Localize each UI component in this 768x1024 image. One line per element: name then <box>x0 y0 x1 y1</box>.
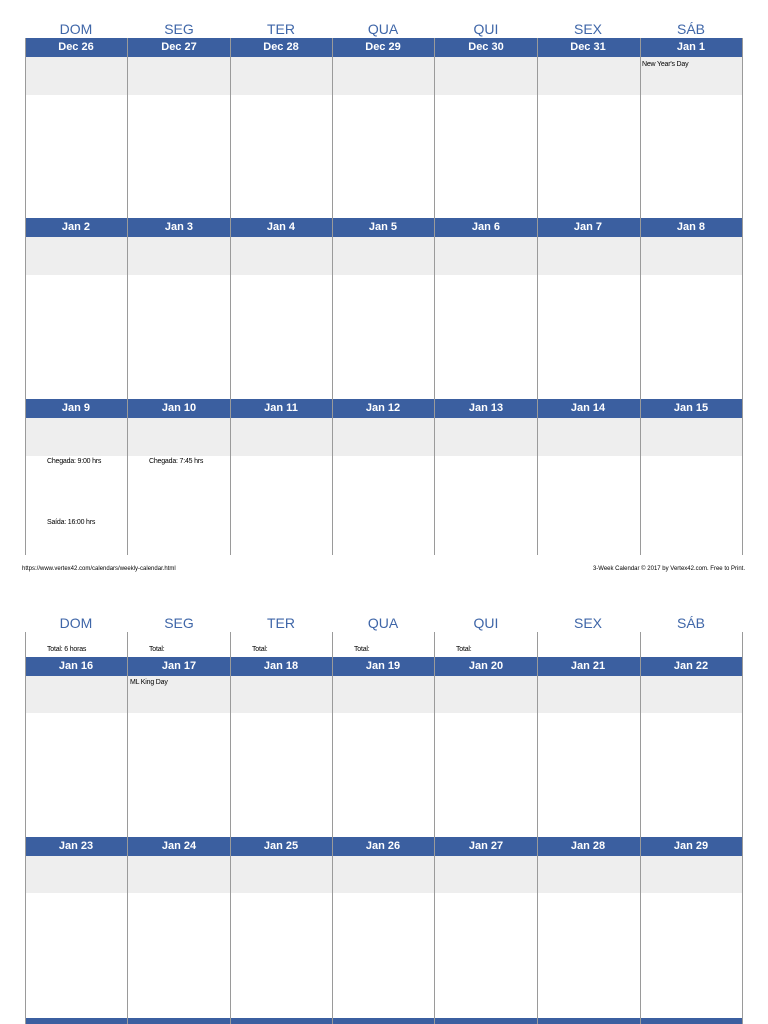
footer-copyright: 3-Week Calendar © 2017 by Vertex42.com. Free to Print. <box>592 566 745 572</box>
date-cell: Jan 23 <box>58 840 94 852</box>
date-cell: Dec 30 <box>468 41 504 53</box>
holiday-ml-king-day: ML King Day <box>130 679 168 686</box>
grid-line <box>230 38 231 555</box>
date-cell: Jan 21 <box>570 660 606 672</box>
grid-line <box>742 38 743 555</box>
date-cell: Jan 18 <box>263 660 299 672</box>
date-cell: Jan 22 <box>673 660 709 672</box>
date-cell: Jan 5 <box>368 221 398 233</box>
grid-line <box>127 38 128 555</box>
date-cell: Jan 24 <box>161 840 197 852</box>
note-jan10-arrival: Chegada: 7:45 hrs <box>149 458 204 465</box>
day-name-dom: DOM <box>59 615 93 631</box>
date-cell: Jan 12 <box>365 402 401 414</box>
total-cell: Total: <box>252 646 268 653</box>
date-cell: Jan 25 <box>263 840 299 852</box>
week-2-shaded-row <box>25 237 742 275</box>
day-name-sex: SEX <box>573 21 602 37</box>
date-cell: Jan 15 <box>673 402 709 414</box>
total-cell: Total: <box>456 646 472 653</box>
day-name-sex: SEX <box>573 615 602 631</box>
day-name-sab: SÁB <box>676 21 705 37</box>
grid-line <box>25 38 26 555</box>
grid-line <box>640 632 641 1024</box>
date-cell: Dec 31 <box>570 41 606 53</box>
date-cell: Jan 27 <box>468 840 504 852</box>
week-4-date-bar <box>25 657 742 676</box>
week-3-shaded-row <box>25 418 742 456</box>
date-cell: Jan 14 <box>570 402 606 414</box>
day-name-ter: TER <box>267 21 295 37</box>
note-jan9-arrival: Chegada: 9:00 hrs <box>47 458 102 465</box>
date-cell: Jan 28 <box>570 840 606 852</box>
grid-line <box>25 632 26 1024</box>
date-cell: Dec 28 <box>263 41 299 53</box>
grid-line <box>434 632 435 1024</box>
total-cell: Total: <box>149 646 165 653</box>
date-cell: Jan 10 <box>161 402 197 414</box>
date-cell: Jan 6 <box>471 221 501 233</box>
week-1-date-bar <box>25 38 742 57</box>
date-cell: Jan 9 <box>61 402 91 414</box>
grid-line <box>127 632 128 1024</box>
total-cell: Total: <box>354 646 370 653</box>
date-cell: Jan 16 <box>58 660 94 672</box>
day-name-qua: QUA <box>367 21 399 37</box>
day-name-qua: QUA <box>367 615 399 631</box>
week-3-date-bar <box>25 399 742 418</box>
grid-line <box>230 632 231 1024</box>
date-cell: Jan 3 <box>164 221 194 233</box>
grid-line <box>640 38 641 555</box>
week-5-shaded-row <box>25 856 742 893</box>
date-cell: Jan 4 <box>266 221 296 233</box>
date-cell: Jan 17 <box>161 660 197 672</box>
grid-line <box>332 632 333 1024</box>
date-cell: Jan 20 <box>468 660 504 672</box>
week-5-date-bar <box>25 837 742 856</box>
footer-url[interactable]: https://www.vertex42.com/calendars/weekly-calendar.html <box>22 566 176 572</box>
date-cell: Jan 7 <box>573 221 603 233</box>
day-name-qui: QUI <box>473 21 499 37</box>
week-2-date-bar <box>25 218 742 237</box>
grid-line <box>537 38 538 555</box>
date-cell: Dec 29 <box>365 41 401 53</box>
date-cell: Jan 26 <box>365 840 401 852</box>
day-name-seg: SEG <box>164 21 194 37</box>
day-name-sab: SÁB <box>676 615 705 631</box>
day-name-qui: QUI <box>473 615 499 631</box>
date-cell: Dec 27 <box>161 41 197 53</box>
week-1-shaded-row <box>25 57 742 95</box>
grid-line <box>742 632 743 1024</box>
date-cell: Jan 13 <box>468 402 504 414</box>
total-cell: Total: 6 horas <box>47 646 87 653</box>
holiday-new-years-day: New Year's Day <box>642 61 689 68</box>
day-name-ter: TER <box>267 615 295 631</box>
week-6-date-bar-partial <box>25 1018 742 1024</box>
date-cell: Jan 29 <box>673 840 709 852</box>
date-cell: Jan 8 <box>676 221 706 233</box>
day-name-dom: DOM <box>59 21 93 37</box>
date-cell: Jan 2 <box>61 221 91 233</box>
date-cell: Jan 1 <box>676 41 706 53</box>
date-cell: Dec 26 <box>58 41 94 53</box>
grid-line <box>537 632 538 1024</box>
grid-line <box>434 38 435 555</box>
date-cell: Jan 11 <box>264 402 298 414</box>
note-jan9-departure: Saída: 16:00 hrs <box>47 519 96 526</box>
grid-line <box>332 38 333 555</box>
date-cell: Jan 19 <box>365 660 401 672</box>
day-name-seg: SEG <box>164 615 194 631</box>
calendar-page-2 <box>0 600 768 1024</box>
